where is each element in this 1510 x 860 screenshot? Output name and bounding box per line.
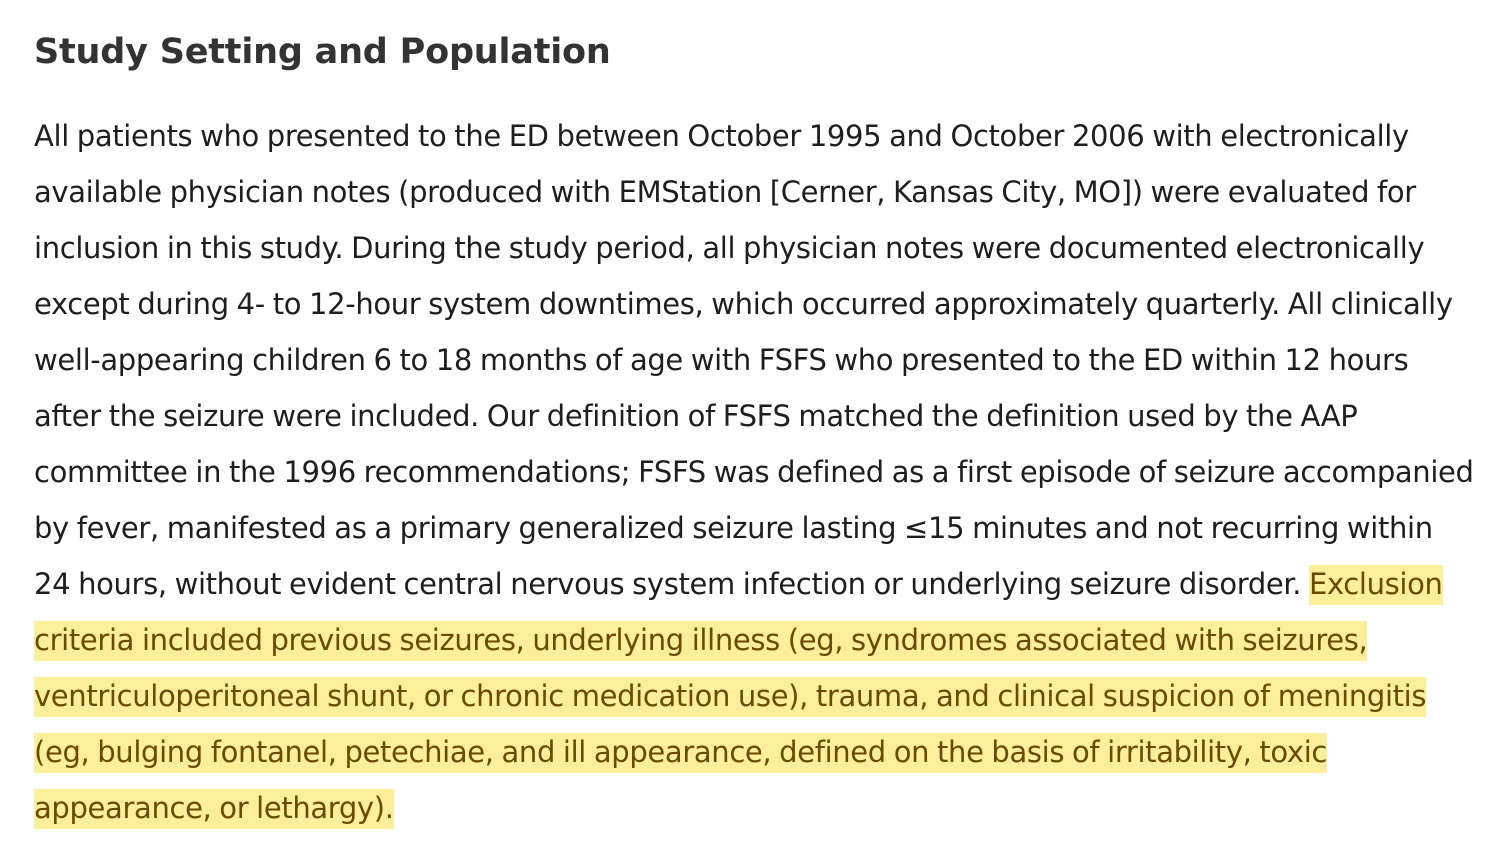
section-paragraph	[34, 108, 1474, 836]
highlighted-text[interactable]: Exclusion criteria included previous seizures, underlying illness (eg, syndromes associated with seizures, ventriculoperitoneal shunt, or chronic medication use), trauma, and clinical suspicion of meningitis (eg, bulging fontanel, petechiae, and ill appearance, defined on the basis of irritability, toxic appearance, or lethargy).	[34, 565, 1443, 829]
section-title: Study Setting and Population	[34, 32, 611, 72]
paragraph-text: All patients who presented to the ED between October 1995 and October 2006 with electronically available physician notes (produced with EMStation [Cerner, Kansas City, MO]) were evaluated for inclusion in this study. During the study period, all physician notes were documented electronically except during 4- to 12-hour system downtimes, which occurred approximately quarterly. All clinically well-appearing children 6 to 18 months of age with FSFS who presented to the ED within 12 hours after the seizure were included. Our definition of FSFS matched the definition used by the AAP committee in the 1996 recommendations; FSFS was defined as a first episode of seizure accompanied by fever, manifested as a primary generalized seizure lasting ≤15 minutes and not recurring within 24 hours, without evident central nervous system infection or underlying seizure disorder.	[34, 119, 1474, 601]
article-section	[34, 30, 1474, 836]
